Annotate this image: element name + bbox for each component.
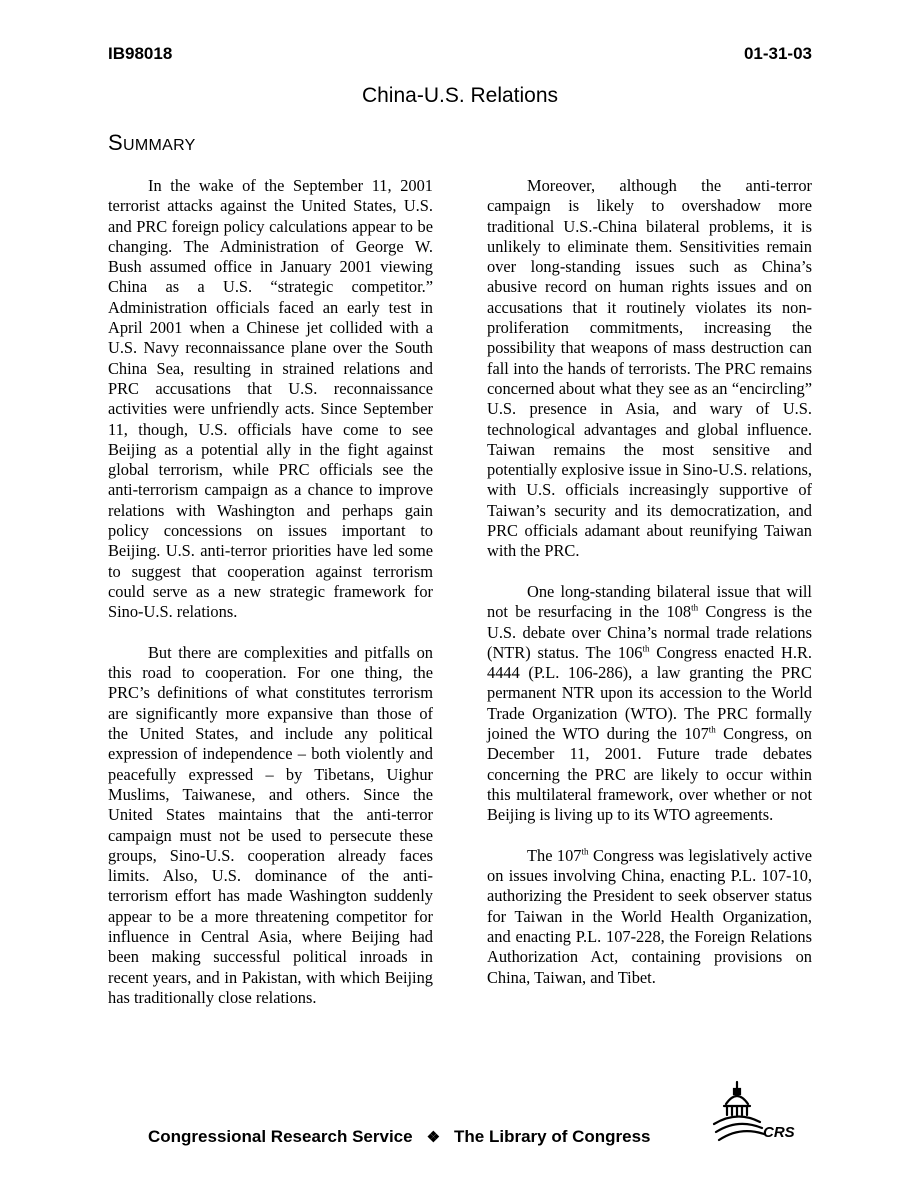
text-run: Congress is the U.S. debate over China’s normal trade relations (NTR) status. The 106: [487, 602, 813, 662]
capitol-dome-icon: [712, 1080, 812, 1150]
text-run: Congress enacted H.R. 4444 (P.L. 106-286), a law granting the PRC permanent NTR upon its accession to the World Trade Organization (WTO). The PRC formally joined the WTO during the 107: [487, 642, 812, 744]
footer-crs: Congressional Research Service: [148, 1127, 413, 1146]
crs-logo-text: CRS: [763, 1124, 795, 1141]
paragraph: Moreover, although the anti-terror campaign is likely to overshadow more traditional U.S.-China bilateral problems, it is unlikely to eliminate them. Sensitivities remain over long-standing issues such as China’s abusive record on human rights issues and on accusations that it routinely violates its non-proliferation commitments, increasing the possibility that weapons of mass destruction can fall into the hands of terrorists. The PRC remains concerned about what they see as an “encircling” U.S. presence in Asia, and wary of U.S. technological advantages and global influence. Taiwan remains the most sensitive and potentially explosive issue in Sino-U.S. relations, with U.S. officials increasingly supportive of Taiwan’s security and its democratization, and PRC officials adamant about reunifying Taiwan with the PRC.: [487, 176, 812, 561]
footer-loc: The Library of Congress: [454, 1127, 651, 1146]
left-column: [108, 176, 433, 1028]
paragraph: In the wake of the September 11, 2001 terrorist attacks against the United States, U.S. and PRC foreign policy calculations appear to be changing. The Administration of George W. Bush assumed office in January 2001 viewing China as a U.S. “strategic competitor.” Administration officials faced an early test in April 2001 when a Chinese jet collided with a U.S. Navy reconnaissance plane over the South China Sea, resulting in strained relations and PRC accusations that U.S. reconnaissance activities were unfriendly acts. Since September 11, though, U.S. officials have come to see Beijing as a potential ally in the fight against global terrorism, while PRC officials see the anti-terrorism campaign as a chance to improve relations with Washington and perhaps gain policy concessions on issues important to Beijing. U.S. anti-terror priorities have led some to suggest that cooperation against terrorism could serve as a new strategic framework for Sino-U.S. relations.: [108, 176, 433, 622]
report-date: 01-31-03: [743, 44, 812, 63]
ordinal-suffix: th: [642, 643, 650, 654]
footer: [148, 1127, 651, 1147]
section-heading-rest: UMMARY: [122, 137, 196, 154]
paragraph: [487, 582, 812, 826]
paragraph: [487, 846, 812, 988]
text-run: Congress, on December 11, 2001. Future trade debates concerning the PRC are likely to occur within this multilateral framework, over whether or not Beijing is living up to its WTO agreements.: [487, 724, 812, 825]
section-heading-initial: S: [108, 130, 123, 155]
section-heading: [108, 130, 196, 156]
page-title: China-U.S. Relations: [361, 84, 559, 107]
text-run: Congress was legislatively active on issues involving China, enacting P.L. 107-10, authorizing the President to seek observer status for Taiwan in the World Health Organization, and enacting P.L. 107-228, the Foreign Relations Authorization Act, containing provisions on China, Taiwan, and Tibet.: [487, 845, 812, 987]
diamond-separator-icon: ❖: [426, 1129, 441, 1146]
ordinal-suffix: th: [581, 846, 589, 857]
ordinal-suffix: th: [708, 724, 716, 735]
text-run: The 107: [527, 845, 582, 865]
report-id: IB98018: [108, 44, 173, 63]
ordinal-suffix: th: [691, 602, 699, 613]
right-column: [487, 176, 812, 1008]
text-run: One long-standing bilateral issue that will not be resurfacing in the 108: [487, 581, 812, 622]
paragraph: But there are complexities and pitfalls on this road to cooperation. For one thing, the PRC’s definitions of what constitutes terrorism are significantly more expansive than those of the United States, and include any political expression of independence – both violently and peacefully expressed – by Tibetans, Uighur Muslims, Taiwanese, and others. Since the United States maintains that the anti-terror campaign must not be used to persecute these groups, Sino-U.S. cooperation already faces limits. Also, U.S. dominance of the anti-terrorism effort has made Washington suddenly appear to be a more threatening competitor for influence in Central Asia, where Beijing had been making successful political inroads in recent years, and in Pakistan, with which Beijing has traditionally close relations.: [108, 642, 433, 1007]
